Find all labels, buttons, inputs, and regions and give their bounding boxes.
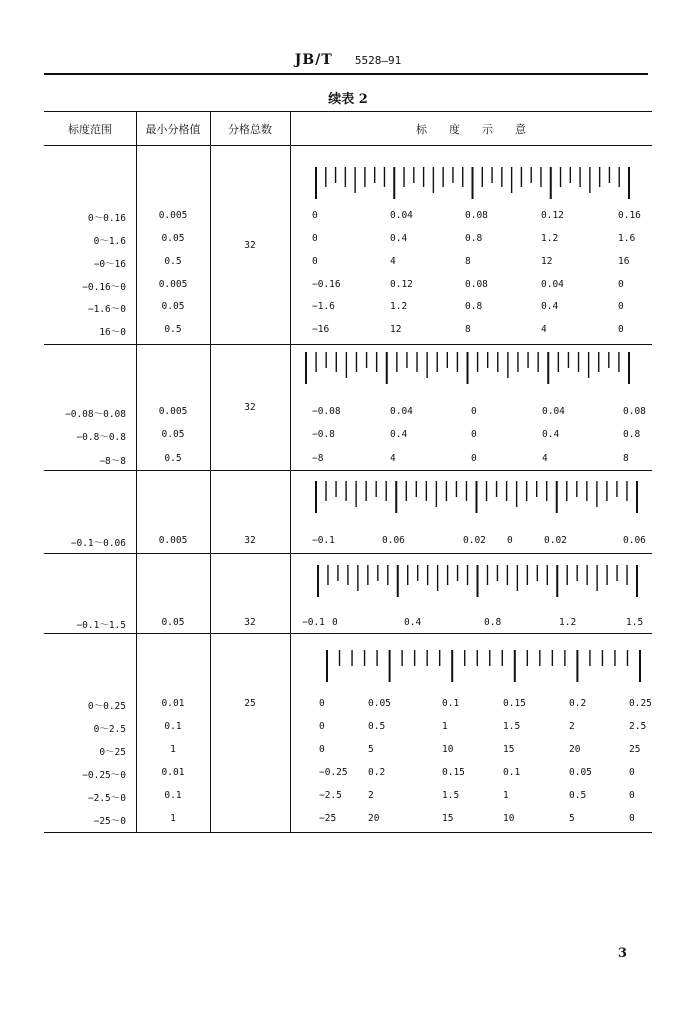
- range-cell: −0.08～0.08: [65, 409, 126, 420]
- range-cell: −25～0: [93, 816, 126, 827]
- scale-label: 0.1: [503, 767, 521, 778]
- group-rule: [44, 832, 652, 833]
- scale-label: 0: [629, 813, 635, 824]
- scale-label: −1.6: [312, 301, 335, 312]
- divisions-cell: 32: [244, 239, 256, 251]
- scale-label: 1: [503, 790, 509, 801]
- scale-label: 5: [569, 813, 575, 824]
- group-rule: [44, 553, 652, 554]
- scale-label: 0.04: [390, 406, 413, 417]
- scale-label: 0.02: [463, 535, 486, 546]
- column-divider: [290, 111, 291, 832]
- scale-diagram: [314, 479, 639, 519]
- scale-label: 0.05: [569, 767, 592, 778]
- min-division-cell: 0.005: [158, 210, 188, 221]
- scale-label: 0.5: [368, 721, 386, 732]
- range-cell: 16～0: [99, 327, 126, 338]
- scale-label: −2.5: [319, 790, 342, 801]
- scale-label: −0.1: [302, 617, 325, 628]
- scale-label: 12: [541, 256, 553, 267]
- scale-label: 2: [569, 721, 575, 732]
- scale-label: 0: [507, 535, 513, 546]
- range-cell: −0.1～1.5: [76, 620, 126, 631]
- range-cell: 0～1.6: [93, 236, 126, 247]
- scale-label: 20: [368, 813, 380, 824]
- range-cell: −0.8～0.8: [76, 432, 126, 443]
- column-divider: [210, 111, 211, 832]
- scale-label: 0: [618, 301, 624, 312]
- min-division-cell: 0.05: [161, 617, 185, 628]
- scale-label: 0.06: [382, 535, 405, 546]
- range-cell: −8～8: [99, 456, 126, 467]
- column-header: 分格总数: [228, 123, 272, 136]
- scale-label: 4: [390, 256, 396, 267]
- scale-label: 0.08: [465, 279, 488, 290]
- divisions-cell: 25: [244, 698, 256, 709]
- scale-label: 0: [312, 210, 318, 221]
- scale-diagram: [304, 350, 631, 390]
- scale-label: −16: [312, 324, 330, 335]
- group-rule: [44, 470, 652, 471]
- scale-label: 1.2: [390, 301, 408, 312]
- min-division-cell: 0.05: [161, 429, 185, 440]
- column-header: 最小分格值: [145, 123, 201, 136]
- scale-label: 0: [629, 790, 635, 801]
- min-division-cell: 1: [170, 813, 176, 824]
- scale-label: −0.16: [312, 279, 341, 290]
- scale-label: 0.8: [623, 429, 641, 440]
- scale-label: 0: [471, 453, 477, 464]
- min-division-cell: 0.5: [164, 453, 182, 464]
- scale-label: 1.5: [626, 617, 644, 628]
- range-cell: 0～0.25: [87, 701, 126, 712]
- scale-label: 4: [390, 453, 396, 464]
- range-cell: −0～16: [93, 259, 126, 270]
- page-number: 3: [618, 946, 628, 961]
- min-division-cell: 0.005: [158, 535, 188, 546]
- min-division-cell: 0.05: [161, 233, 185, 244]
- scale-label: 0: [319, 721, 325, 732]
- scale-label: 8: [465, 256, 471, 267]
- scale-label: 0.4: [390, 233, 408, 244]
- scale-diagram: [314, 165, 631, 205]
- scale-label: 0: [319, 698, 325, 709]
- min-division-cell: 0.1: [164, 790, 182, 801]
- scale-label: 0: [618, 324, 624, 335]
- range-cell: −0.16～0: [82, 282, 126, 293]
- min-division-cell: 0.01: [161, 698, 185, 709]
- scale-label: 0.08: [465, 210, 488, 221]
- scale-label: 12: [390, 324, 402, 335]
- scale-label: 10: [442, 744, 454, 755]
- scale-label: 0: [319, 744, 325, 755]
- range-cell: −1.6～0: [87, 304, 126, 315]
- scale-label: 0.04: [542, 406, 565, 417]
- min-division-cell: 0.1: [164, 721, 182, 732]
- scale-diagram: [316, 563, 639, 603]
- scale-label: 5: [368, 744, 374, 755]
- scale-label: 15: [442, 813, 454, 824]
- standard-number: 5528—91: [354, 54, 402, 67]
- scale-label: 0.4: [542, 429, 560, 440]
- scale-label: 0.04: [390, 210, 413, 221]
- column-header: 标 度 示 意: [416, 123, 526, 136]
- scale-label: 2: [368, 790, 374, 801]
- min-division-cell: 0.005: [158, 279, 188, 290]
- scale-label: 1.6: [618, 233, 636, 244]
- scale-label: −0.8: [312, 429, 335, 440]
- min-division-cell: 0.05: [161, 301, 185, 312]
- scale-label: 0.25: [629, 698, 652, 709]
- scale-label: 0: [629, 767, 635, 778]
- table-caption: 续表 2: [328, 92, 368, 107]
- scale-label: 10: [503, 813, 515, 824]
- min-division-cell: 0.01: [161, 767, 185, 778]
- min-division-cell: 0.5: [164, 256, 182, 267]
- scale-diagram: [325, 648, 642, 688]
- scale-label: 0: [618, 279, 624, 290]
- scale-label: 0.4: [390, 429, 408, 440]
- scale-label: 0.8: [465, 233, 483, 244]
- scale-label: 0.12: [541, 210, 564, 221]
- scale-label: 0.08: [623, 406, 646, 417]
- scale-label: 20: [569, 744, 581, 755]
- scale-label: 1.2: [541, 233, 559, 244]
- scale-label: 25: [629, 744, 641, 755]
- scale-label: 0.02: [544, 535, 567, 546]
- scale-label: 0.8: [484, 617, 502, 628]
- divisions-cell: 32: [244, 535, 256, 546]
- scale-label: −8: [312, 453, 324, 464]
- group-rule: [44, 344, 652, 345]
- scale-label: −0.08: [312, 406, 341, 417]
- scale-label: 8: [623, 453, 629, 464]
- scale-label: 0.12: [390, 279, 413, 290]
- scale-label: 0.4: [541, 301, 559, 312]
- scale-label: 0.1: [442, 698, 460, 709]
- scale-label: 0: [471, 429, 477, 440]
- scale-label: 0.2: [569, 698, 587, 709]
- min-division-cell: 0.005: [158, 406, 188, 417]
- min-division-cell: 1: [170, 744, 176, 755]
- scale-label: 8: [465, 324, 471, 335]
- range-cell: −2.5～0: [87, 793, 126, 804]
- scale-label: 0.2: [368, 767, 386, 778]
- scale-label: 0.5: [569, 790, 587, 801]
- scale-label: 0.06: [623, 535, 646, 546]
- scale-label: 0: [332, 617, 338, 628]
- min-division-cell: 0.5: [164, 324, 182, 335]
- scale-label: −25: [319, 813, 337, 824]
- divisions-cell: 32: [244, 617, 256, 628]
- standard-code: JB/T: [294, 52, 333, 68]
- header-rule: [44, 73, 648, 75]
- scale-label: −0.25: [319, 767, 348, 778]
- scale-label: 0: [312, 256, 318, 267]
- scale-label: 1.5: [442, 790, 460, 801]
- range-cell: −0.25～0: [82, 770, 126, 781]
- scale-label: 16: [618, 256, 630, 267]
- scale-label: 0.04: [541, 279, 564, 290]
- range-cell: 0～2.5: [93, 724, 126, 735]
- scale-label: 1.2: [559, 617, 577, 628]
- divisions-cell: 32: [244, 402, 256, 413]
- scale-label: 1: [442, 721, 448, 732]
- scale-label: 0.15: [503, 698, 526, 709]
- scale-label: 1.5: [503, 721, 521, 732]
- scale-label: 0.4: [404, 617, 422, 628]
- group-rule: [44, 633, 652, 634]
- column-header: 标度范围: [68, 123, 112, 136]
- range-cell: −0.1～0.06: [70, 538, 126, 549]
- scale-label: 2.5: [629, 721, 647, 732]
- scale-label: 0.8: [465, 301, 483, 312]
- range-cell: 0～0.16: [87, 213, 126, 224]
- scale-label: 0.05: [368, 698, 391, 709]
- scale-label: −0.1: [312, 535, 335, 546]
- range-cell: 0～25: [99, 747, 126, 758]
- running-header: [0, 52, 696, 68]
- scale-label: 15: [503, 744, 515, 755]
- scale-label: 0.16: [618, 210, 641, 221]
- scale-label: 0: [471, 406, 477, 417]
- scale-label: 4: [542, 453, 548, 464]
- scale-label: 0: [312, 233, 318, 244]
- scale-label: 4: [541, 324, 547, 335]
- scale-label: 0.15: [442, 767, 465, 778]
